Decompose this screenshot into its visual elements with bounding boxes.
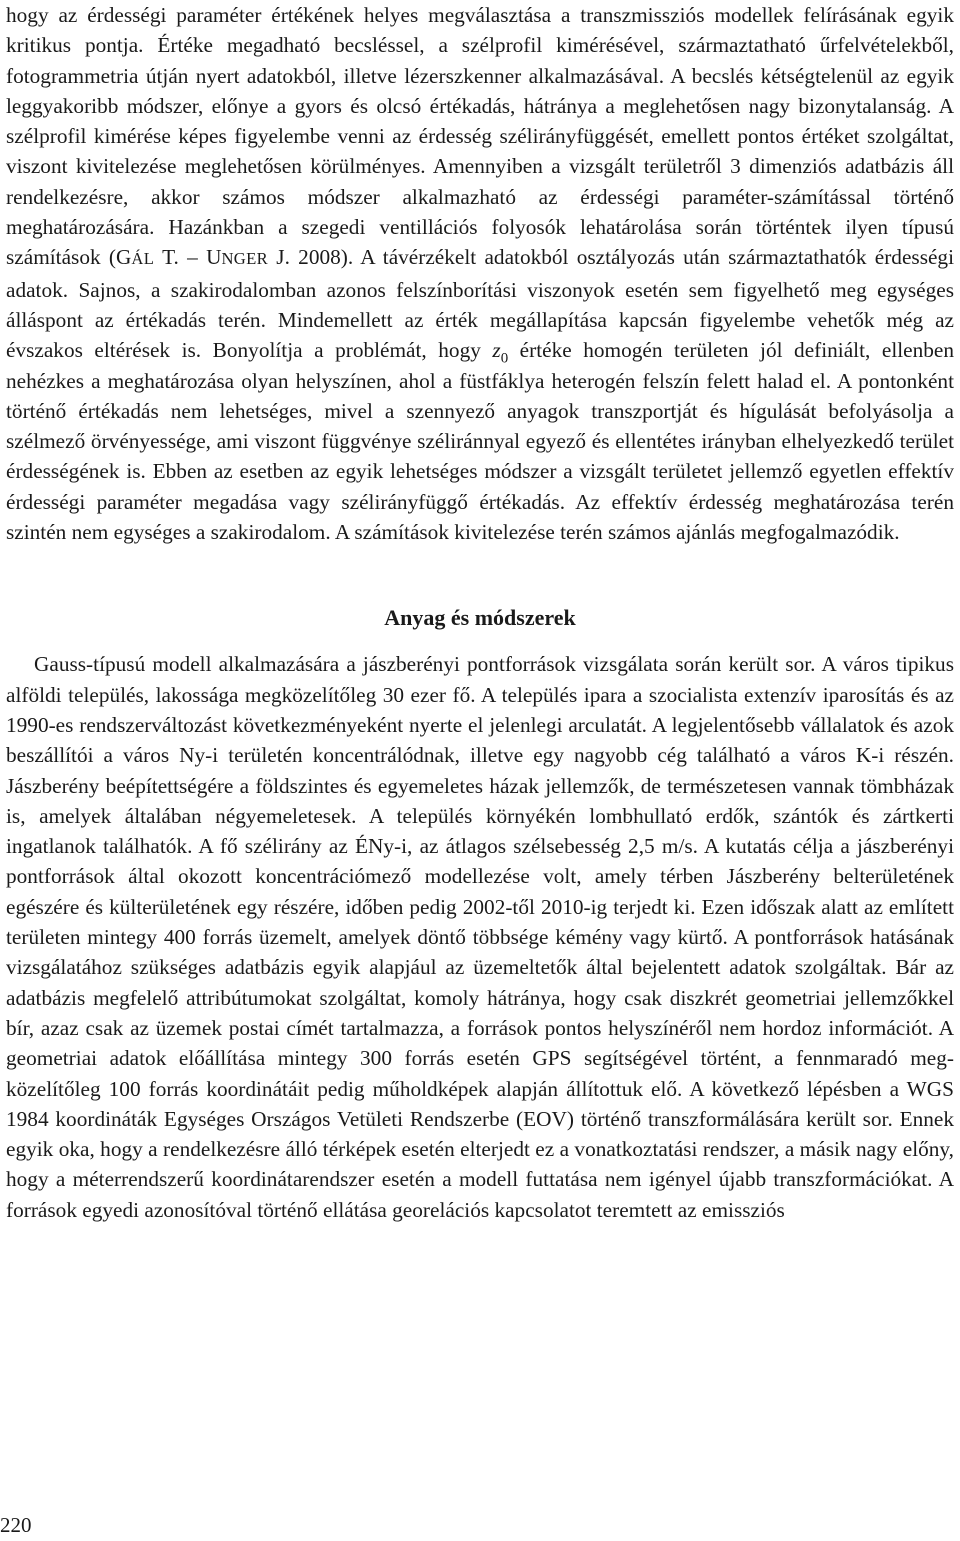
section-heading: Anyag és módszerek (384, 605, 576, 631)
document-page (6, 0, 954, 1225)
math-symbol-z0: $z_0$ (492, 338, 509, 367)
body-paragraph (6, 0, 954, 547)
body-paragraph: Gauss-típusú modell alkalmazására a jászberényi pontforrások vizsgálata során került sor. A város tipikus alföldi település, lakossága megközelítőleg 30 ezer fő. A település ipara a szocialista extenzív iparosítás és az 1990-es rendszerváltozást következményeként nyerte el jelenlegi arculatát. A legjelentősebb vállalatok és azok beszállítói a város Ny-i területén koncentrálódnak, illetve egy nagyobb cég található a város K-i részén. Jászberény beépítettségére a földszintes és egyemeletes házak jellemzők, de természetesen vannak tömbházak is, amelyek általában négyemeletesek. A település környékén lombhullató erdők, szántók és zártkerti ingatlanok találhatók. A fő szélirány az ÉNy-i, az átlagos szélsebesség 2,5 m/s. A kutatás célja a jászberényi pontforrások által okozott koncentrációmező modellezése volt, amely térben Jászberény belterületének egészére és külterületének egy részére, időben pedig 2002-től 2010-ig terjedt ki. Ezen időszak alatt az említett területen mintegy 400 forrás üzemelt, amelyek döntő többsége kémény vagy kürtő. A pontforrások hatásának vizsgálatához szükséges adatbázis egyik alapjául az üzemeltetők által bejelentett adatok szolgáltak. Bár az adatbázis megfelelő attribútumokat szolgáltat, komoly hátránya, hogy csak diszkrét geometriai jellemzőkkel bír, azaz csak az üzemek postai címét tartalmazza, a források pontos helyszínéről nem hordoz információt. A geometriai adatok előállítása mintegy 300 forrás esetén GPS segítségével történt, a fennmaradó megközelítőleg 100 forrás koordinátáit pedig műholdképek alapján állítottuk elő. A következő lépésben a WGS 1984 koordináták Egységes Országos Vetületi Rendszerbe (EOV) történő transzformálására került sor. Ennek egyik oka, hogy a rendelkezésre álló térképek esetén elterjedt ez a vonatkoztatási rendszer, a másik nagy előny, hogy a méterrendszerű koordinátarendszer esetén a modell futtatása nem igényel újabb transzformációkat. A források egyedi azonosítóval történő ellátása georelációs kapcsolatot teremtett az emissziós (6, 652, 954, 1222)
paragraph-text: értéke homogén területen jól definiált, ellenben nehézkes a meghatározása olyan helyszínen, ahol a füstfáklya heterogén felszín felett halad el. A pontonként történő értékadás nem lehetséges, mivel a szennyező anyagok transzportját és hígulását befolyásolja a szélmező örvényessége, ami viszont függvénye széliránnyal egyező és ellentétes irányban elhelyezkedő terület érdességének is. Ebben az esetben az egyik lehetséges módszer a vizsgált területet jellemző egyetlen effektív érdességi paraméter megadása vagy szélirányfüggő értékadás. Az effektív érdesség meghatározása terén szintén nem egységes a szakirodalom. A számítások kivitelezése terén számos ajánlás megfogalmazódik. (6, 338, 954, 545)
citation-author-2: UNGER (206, 245, 269, 270)
citation-separator: T. – (154, 245, 207, 270)
page-number: 220 (0, 1513, 32, 1537)
paragraph-text: hogy az érdességi paraméter értékének helyes megválasztása a transzmissziós modellek felírásának egyik kritikus pontja. Értéke megadható becsléssel, a szélprofil kimérésével, származtatható űrfelvételekből, fotogrammetria útján nyert adatokból, illetve lézerszkenner alkalmazásával. A becslés kétségtelenül az egyik leggyakoribb módszer, előnye a gyors és olcsó értékadás, hátránya a meglehetősen nagy bizonytalanság. A szélprofil kimérése képes figyelembe venni az érdesség szélirányfüggését, emellett pontos értéket szolgáltat, viszont kivitelezése meglehetősen körülményes. Amennyiben a vizsgált területről 3 dimenziós adatbázis áll rendelkezésre, akkor számos módszer alkalmazható az érdességi paraméter-számítással történő meghatározására. Hazánkban a szegedi ventillációs folyosók lehatárolása során történtek ilyen típusú számítások ( (6, 3, 954, 270)
citation-author-1: GÁL (116, 245, 155, 270)
paragraph-text: J. 2008). A távérzékelt adatokból osztályozás után származtathatók érdességi adatok. Sajnos, a szakirodalomban azonos felszínborítási viszonyok esetén sem figyelhető meg egységes álláspont az értékadás terén. Mindemellett az érték megállapítása kapcsán figyelembe vehetők még az évszakos eltérések is. Bonyolítja a problémát, hogy (6, 245, 954, 363)
